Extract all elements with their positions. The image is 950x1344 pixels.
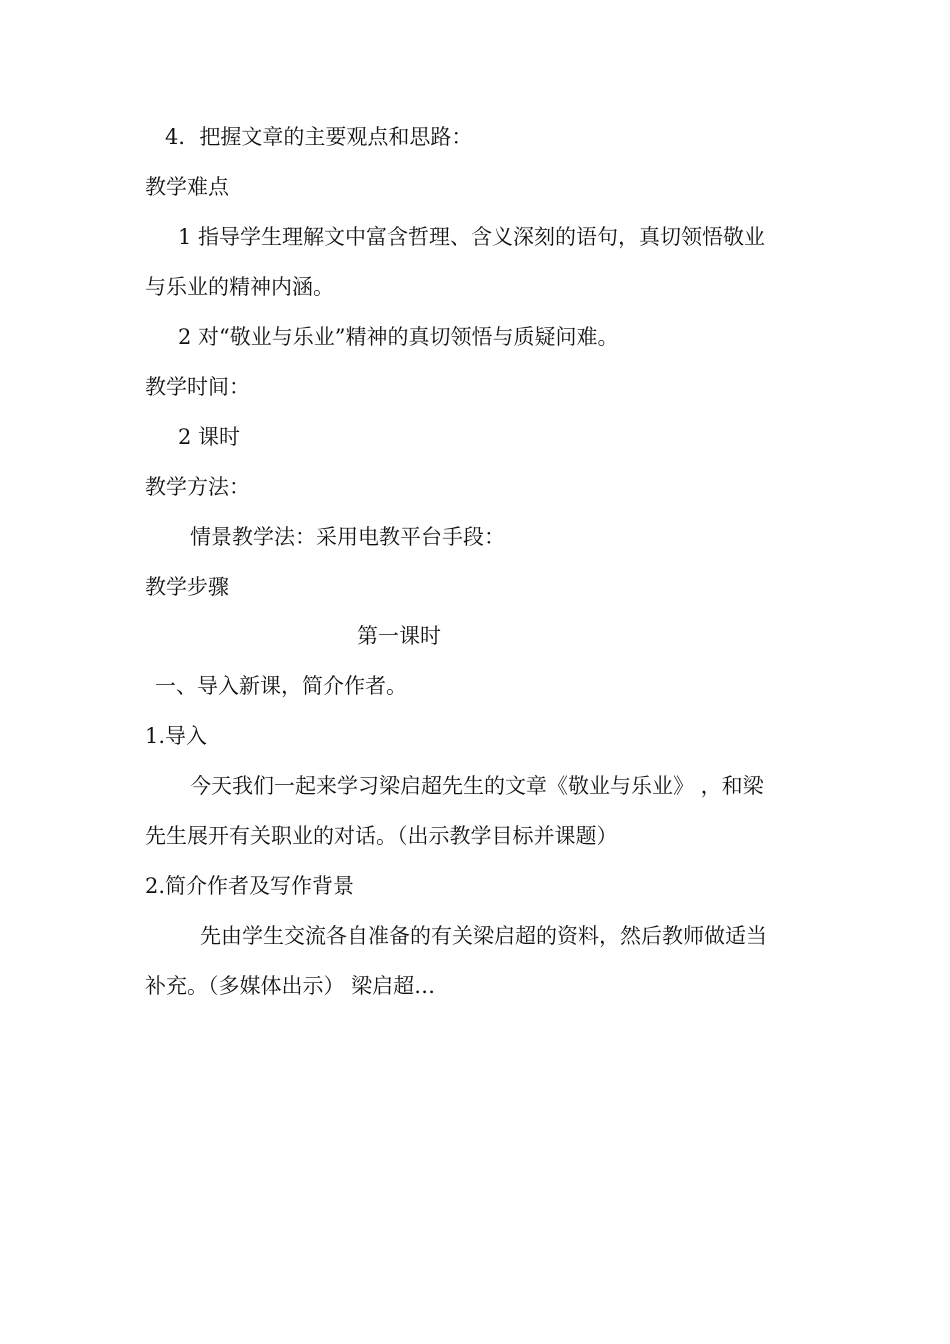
section-heading-difficulties: 教学难点 [145,175,229,199]
teaching-time-value: 2 课时 [178,425,241,449]
author-paragraph: 先由学生交流各自准备的有关梁启超的资料，然后教师做适当 [200,924,767,948]
teaching-method-value: 情景教学法：采用电教平台手段： [190,525,505,549]
section-heading-steps: 教学步骤 [145,575,229,599]
author-paragraph-continued: 补充。（多媒体出示） 梁启超… [145,974,436,998]
introduction-paragraph-continued: 先生展开有关职业的对话。（出示教学目标并课题） [145,824,618,848]
difficulty-item-2: 2 对“敬业与乐业”精神的真切领悟与质疑问难。 [178,325,619,349]
section-heading-method: 教学方法： [145,475,250,499]
lesson-title: 第一课时 [357,624,441,648]
objective-item-4: 4．把握文章的主要观点和思路： [165,125,473,149]
sub-heading-introduction: 1.导入 [145,724,208,748]
section-heading-time: 教学时间： [145,375,250,399]
difficulty-item-1-continued: 与乐业的精神内涵。 [145,275,334,299]
sub-heading-author-background: 2.简介作者及写作背景 [145,874,355,898]
difficulty-item-1: 1 指导学生理解文中富含哲理、含义深刻的语句，真切领悟敬业 [178,225,766,249]
step-heading-1: 一、导入新课，简介作者。 [155,674,407,698]
introduction-paragraph: 今天我们一起来学习梁启超先生的文章《敬业与乐业》 ，和梁 [190,774,764,798]
